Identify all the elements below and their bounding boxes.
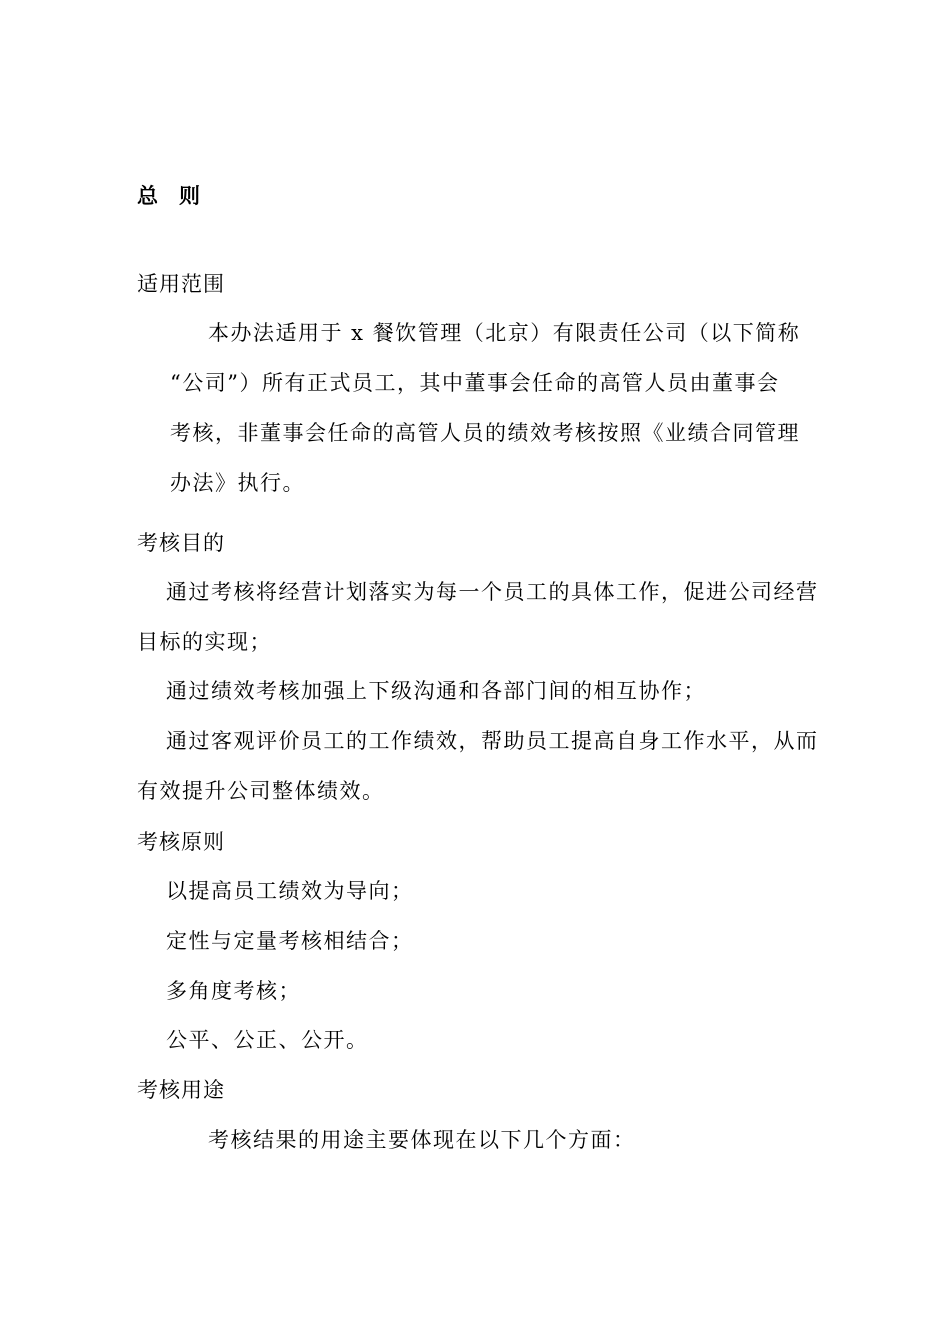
paragraph-line: 通过考核将经营计划落实为每一个员工的具体工作，促进公司经营 xyxy=(166,580,819,604)
paragraph-line: 有效提升公司整体绩效。 xyxy=(137,779,385,803)
paragraph-line: 考核结果的用途主要体现在以下几个方面： xyxy=(208,1128,636,1152)
section-heading-usage: 考核用途 xyxy=(137,1078,225,1102)
section-heading-scope: 适用范围 xyxy=(137,272,225,296)
paragraph-line: 通过绩效考核加强上下级沟通和各部门间的相互协作； xyxy=(166,679,706,703)
list-item: 多角度考核； xyxy=(166,979,301,1003)
paragraph-line: 办法》执行。 xyxy=(170,471,305,495)
paragraph-line: 本办法适用于 x 餐饮管理（北京）有限责任公司（以下简称 xyxy=(208,321,801,345)
section-heading-purpose: 考核目的 xyxy=(137,531,225,555)
paragraph-line: 通过客观评价员工的工作绩效，帮助员工提高自身工作水平，从而 xyxy=(166,729,819,753)
list-item: 公平、公正、公开。 xyxy=(166,1028,369,1052)
paragraph-line: “公司”）所有正式员工，其中董事会任命的高管人员由董事会 xyxy=(170,371,780,395)
document-title: 总 则 xyxy=(137,184,200,208)
paragraph-line: 考核，非董事会任命的高管人员的绩效考核按照《业绩合同管理 xyxy=(170,421,800,445)
section-heading-principles: 考核原则 xyxy=(137,830,225,854)
list-item: 以提高员工绩效为导向； xyxy=(166,879,414,903)
list-item: 定性与定量考核相结合； xyxy=(166,929,414,953)
paragraph-line: 目标的实现； xyxy=(137,630,272,654)
